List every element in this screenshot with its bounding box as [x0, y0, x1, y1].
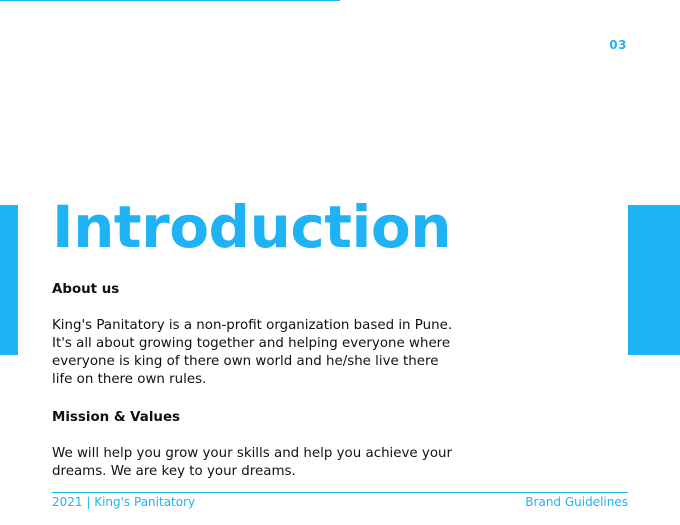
spacer — [52, 389, 502, 409]
about-heading: About us — [52, 282, 120, 297]
footer-divider-line — [52, 492, 628, 493]
about-line-1: King's Panitatory is a non-profit organization based in Pune. — [52, 318, 453, 333]
about-line-4: life on there own rules. — [52, 372, 207, 387]
body-content — [52, 281, 502, 481]
top-divider-line — [0, 0, 340, 1]
spacer — [52, 427, 502, 445]
left-accent-bar — [0, 205, 18, 355]
footer-copyright: 2021 | King's Panitatory — [52, 495, 196, 509]
mission-line-2: dreams. We are key to your dreams. — [52, 464, 296, 479]
page-title: Introduction — [52, 193, 451, 261]
footer-document-title: Brand Guidelines — [525, 495, 628, 509]
mission-line-1: We will help you grow your skills and help you achieve your — [52, 446, 453, 461]
about-line-3: everyone is king of there own world and he/she live there — [52, 354, 439, 369]
right-accent-bar — [628, 205, 680, 355]
spacer — [52, 299, 502, 317]
mission-heading: Mission & Values — [52, 410, 181, 425]
about-line-2: It's all about growing together and helping everyone where — [52, 336, 451, 351]
page-number: 03 — [609, 38, 627, 52]
